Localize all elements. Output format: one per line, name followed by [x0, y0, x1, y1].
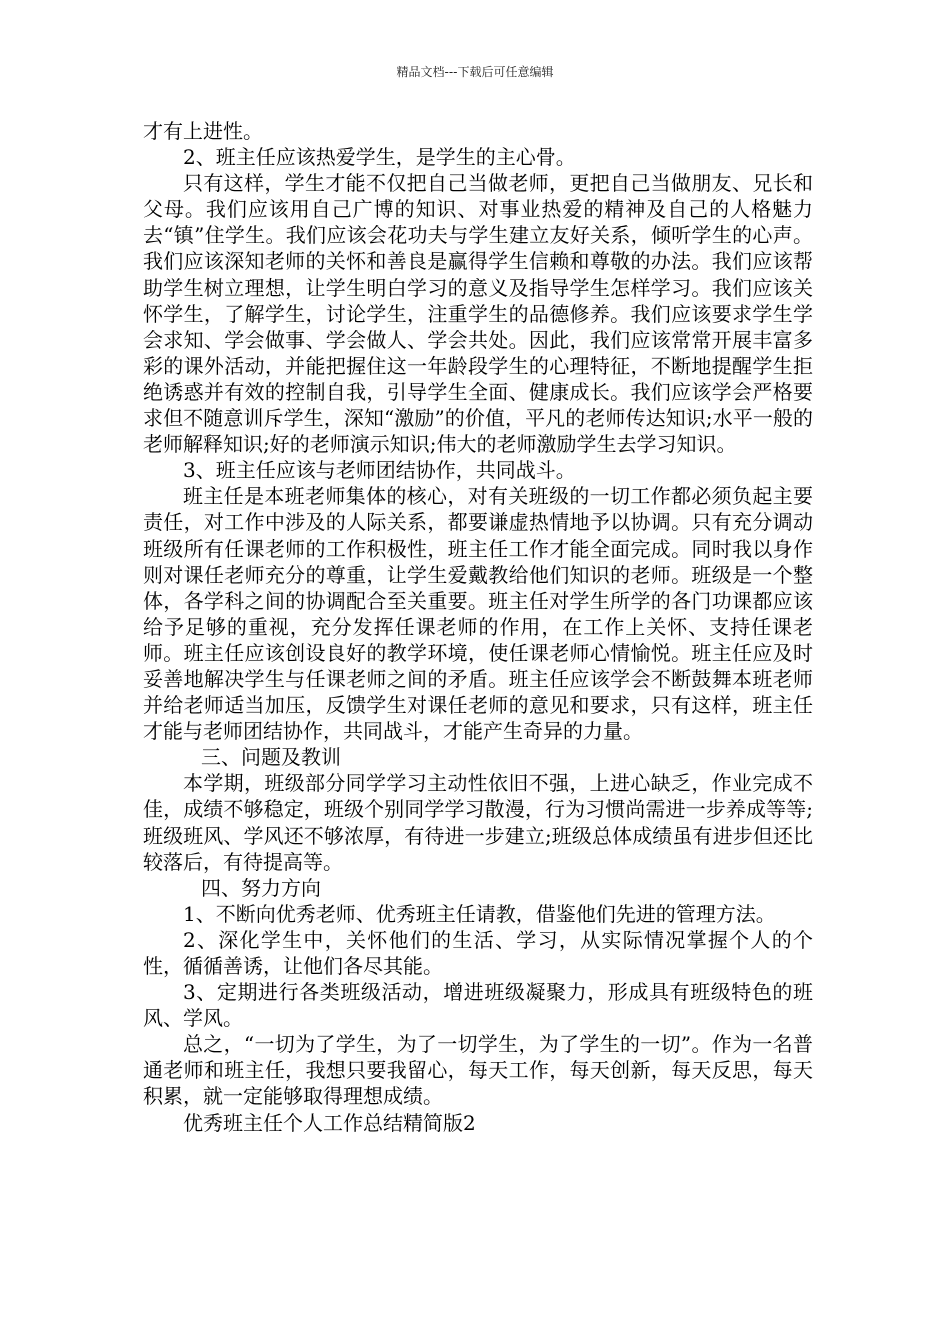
paragraph-teamwork: 班主任是本班老师集体的核心，对有关班级的一切工作都必须负起主要责任，对工作中涉及的人际关系，都要谦虚热情地予以协调。只有充分调动班级所有任课老师的工作积极性，班主任工作才能全面完成。同时我以身作则对课任老师充分的尊重，让学生爱戴教给他们知识的老师。班级是一个整体，各学科之间的协调配合至关重要。班主任对学生所学的各门功课都应该给予足够的重视，充分发挥任课老师的作用，在工作上关怀、支持任课老师。班主任应该创设良好的教学环境，使任课老师心情愉悦。班主任应及时妥善地解决学生与任课老师之间的矛盾。班主任应该学会不断鼓舞本班老师并给老师适当加压，反馈学生对课任老师的意见和要求，只有这样，班主任才能与老师团结协作，共同战斗，才能产生奇异的力量。 [143, 484, 813, 744]
paragraph-continuation: 才有上进性。 [143, 119, 263, 143]
point-3-heading: 3、班主任应该与老师团结协作，共同战斗。 [183, 458, 576, 483]
direction-item-3: 3、定期进行各类班级活动，增进班级凝聚力，形成具有班级特色的班风、学风。 [143, 980, 813, 1031]
direction-item-2: 2、深化学生中，关怀他们的生活、学习，从实际情况掌握个人的个性，循循善诱，让他们各尽其能。 [143, 927, 813, 978]
paragraph-love-students: 只有这样，学生才能不仅把自己当做老师，更把自己当做朋友、兄长和父母。我们应该用自己广博的知识、对事业热爱的精神及自己的人格魅力去“镇”住学生。我们应该会花功夫与学生建立友好关系，倾听学生的心声。我们应该深知老师的关怀和善良是赢得学生信赖和尊敬的办法。我们应该帮助学生树立理想，让学生明白学习的意义及指导学生怎样学习。我们应该关怀学生，了解学生，讨论学生，注重学生的品德修养。我们应该要求学生学会求知、学会做事、学会做人、学会共处。因此，我们应该常常开展丰富多彩的课外活动，并能把握住这一年龄段学生的心理特征，不断地提醒学生拒绝诱惑并有效的控制自我，引导学生全面、健康成长。我们应该学会严格要求但不随意训斥学生，深知“激励”的价值，平凡的老师传达知识;水平一般的老师解释知识;好的老师演示知识;伟大的老师激励学生去学习知识。 [143, 171, 813, 457]
paragraph-conclusion: 总之，“一切为了学生，为了一切学生，为了学生的一切”。作为一名普通老师和班主任，我想只要我留心，每天工作，每天创新，每天反思，每天积累，就一定能够取得理想成绩。 [143, 1032, 813, 1109]
section-problems-heading: 三、问题及教训 [201, 745, 341, 770]
paragraph-problems: 本学期，班级部分同学学习主动性依旧不强，上进心缺乏，作业完成不佳，成绩不够稳定，班级个别同学学习散漫，行为习惯尚需进一步养成等等;班级班风、学风还不够浓厚，有待进一步建立;班级总体成绩虽有进步但还比较落后，有待提高等。 [143, 771, 813, 874]
direction-item-1: 1、不断向优秀老师、优秀班主任请教，借鉴他们先进的管理方法。 [183, 901, 776, 926]
page-header: 精品文档---下载后可任意编辑 [396, 65, 554, 79]
next-document-title: 优秀班主任个人工作总结精简版2 [183, 1110, 476, 1135]
document-body [143, 118, 813, 1136]
section-direction-heading: 四、努力方向 [201, 875, 321, 900]
point-2-heading: 2、班主任应该热爱学生，是学生的主心骨。 [183, 145, 576, 170]
